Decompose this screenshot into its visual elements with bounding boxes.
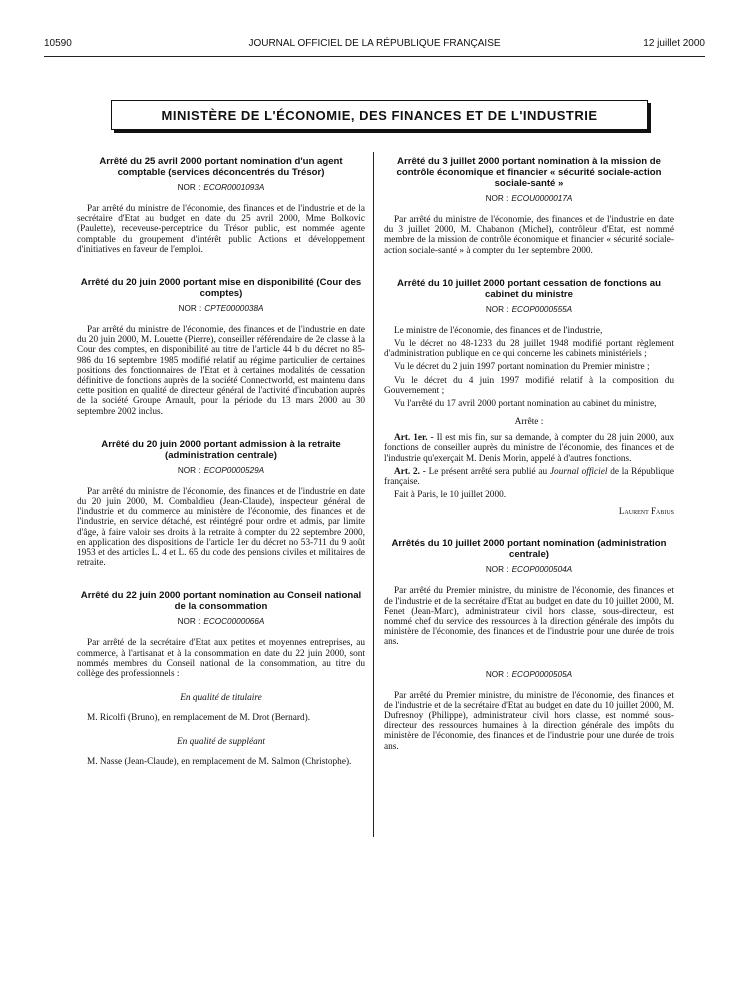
article-number: Art. 2. -: [394, 466, 426, 477]
nor-label: NOR :: [177, 465, 201, 475]
page-header: [44, 38, 705, 52]
signature: Laurent Fabius: [618, 506, 674, 517]
journal-title: JOURNAL OFFICIEL DE LA RÉPUBLIQUE FRANÇAISE: [248, 38, 501, 49]
article-1: [384, 433, 674, 464]
article-text: Il est mis fin, sur sa demande, à compter du 28 juin 2000, aux fonctions de conseiller auprès du ministre de l'économie, des finances et de l'industrie qu'exerçait M. Denis Morin, appelé à d'autres fonctions.: [384, 433, 674, 464]
decree-title: Arrêté du 10 juillet 2000 portant cessation de fonctions au cabinet du ministre: [397, 277, 661, 300]
arrete-word: Arrête :: [514, 417, 544, 428]
subheading: En qualité de suppléant: [176, 737, 266, 748]
nor-code: ECOP0000505A: [511, 669, 573, 679]
decree-paragraph: Par arrêté du ministre de l'économie, des finances et de l'industrie en date du 20 juin 2000, M. Louette (Pierre), conseiller référendaire de 2e classe à la Cour des comptes, en disponibilité au titre de l'article 44 b du décret no 85-986 du 16 septembre 1985 modifié relatif au régime particulier de certaines positions des fonctionnaires de l'Etat et à certaines modalités de cessation définitive de fonctions auprès de la société Connectworld, est maintenu dans cette position en qualité de directeur général de l'activité d'incubation auprès de la société Groupe Arnault, pour la période du 13 mars 2000 au 30 septembre 2002 inclus.: [77, 325, 365, 417]
decree-title: Arrêté du 20 juin 2000 portant mise en disponibilité (Cour des comptes): [80, 277, 362, 300]
done-at: Fait à Paris, le 10 juillet 2000.: [394, 490, 507, 501]
decree-title: Arrêtés du 10 juillet 2000 portant nomination (administration centrale): [391, 538, 667, 561]
header-rule: [44, 56, 705, 57]
decree-section: [77, 590, 365, 767]
article-text: Le présent arrêté sera publié au: [428, 466, 548, 477]
nor-reference: [384, 565, 674, 574]
decree-title: Arrêté du 22 juin 2000 portant nomination au Conseil national de la consommation: [80, 590, 362, 613]
decree-paragraph: Par arrêté du Premier ministre, du ministre de l'économie, des finances et de l'industrie et de la secrétaire d'Etat au budget en date du 10 juillet 2000, M. Fenet (Jean-Marc), administrateur civil hors classe, sous-directeur, est nommé chef du service des ressources à la direction générale des impôts du ministère de l'économie, des finances et de l'industrie pour une durée de trois ans.: [384, 586, 674, 648]
decree-paragraph: M. Nasse (Jean-Claude), en remplacement de M. Salmon (Christophe).: [87, 757, 352, 768]
decree-section: [77, 439, 365, 569]
nor-code: ECOU0000017A: [511, 194, 573, 203]
decree-title: Arrêté du 25 avril 2000 portant nomination d'un agent comptable (services déconcentrés du Trésor): [99, 156, 343, 178]
journal-name: Journal officiel: [549, 466, 608, 477]
decree-paragraph: Par arrêté du ministre de l'économie, des finances et de l'industrie et de la secrétaire d'Etat au budget en date du 25 avril 2000, Mme Bolkovic (Paulette), receveuse-perceptrice du Trésor public, est nommée agente comptable du groupement d'intérêt public Actions et développement d'initiatives en faveur de l'emploi.: [77, 204, 365, 255]
decree-section: [77, 277, 365, 417]
nor-label: NOR :: [485, 194, 509, 203]
nor-reference: [384, 194, 674, 203]
visa-line: Vu le décret du 2 juin 1997 portant nomination du Premier ministre ;: [394, 362, 650, 373]
nor-code: CPTE0000038A: [204, 304, 264, 314]
nor-label: NOR :: [485, 565, 509, 575]
nor-reference: [77, 466, 365, 475]
nor-code: ECOP0000555A: [511, 304, 573, 314]
decree-title: Arrêté du 3 juillet 2000 portant nomination à la mission de contrôle économique et financier « sécurité sociale-action sociale-santé »: [396, 156, 662, 189]
decree-paragraph: Par arrêté du ministre de l'économie, des finances et de l'industrie en date du 3 juillet 2000, M. Chabanon (Michel), contrôleur d'Etat, est nommé membre de la mission de contrôle économique et financier « sécurité sociale-action sociale-santé » à compter du 1er septembre 2000.: [384, 215, 674, 256]
page-number: 10590: [44, 38, 72, 49]
ministry-heading: MINISTÈRE DE L'ÉCONOMIE, DES FINANCES ET DE L'INDUSTRIE: [111, 100, 648, 130]
article-number: Art. 1er. -: [394, 433, 434, 444]
left-column: [77, 156, 365, 790]
nor-label: NOR :: [485, 304, 509, 314]
decree-paragraph: M. Ricolfi (Bruno), en remplacement de M. Drot (Bernard).: [87, 713, 311, 724]
decree-section: [384, 278, 674, 517]
nor-code: ECOP0000529A: [203, 465, 265, 475]
article-2: [384, 467, 674, 487]
nor-reference: [77, 183, 365, 192]
decree-paragraph: Par arrêté du Premier ministre, du ministre de l'économie, des finances et de l'industrie et de la secrétaire d'Etat au budget en date du 10 juillet 2000, M. Dufresnoy (Philippe), administrateur civil hors classe, est nommé sous-directeur des ressources humaines à la direction générale des impôts du ministère de l'économie, des finances et de l'industrie pour une durée de trois ans.: [384, 690, 674, 752]
visa-line: Vu l'arrêté du 17 avril 2000 portant nomination au cabinet du ministre,: [394, 399, 657, 410]
decree-paragraph: Par arrêté de la secrétaire d'Etat aux petites et moyennes entreprises, au commerce, à l'artisanat et à la consommation en date du 22 juin 2000, sont nommés membres du Conseil national de la consommation, au titre du collège des professionnels :: [77, 638, 365, 680]
decree-section: [77, 156, 365, 255]
nor-reference: [77, 304, 365, 313]
right-column: [384, 156, 674, 774]
nor-label: NOR :: [178, 304, 202, 314]
nor-label: NOR :: [177, 617, 201, 627]
decree-section: [384, 538, 674, 751]
nor-code: ECOR0001093A: [203, 183, 265, 192]
decree-title: Arrêté du 20 juin 2000 portant admission à la retraite (administration centrale): [101, 438, 341, 461]
nor-reference: [384, 670, 674, 679]
column-divider: [373, 152, 374, 837]
nor-code: ECOP0000504A: [511, 565, 573, 575]
visa-line: Vu le décret no 48-1233 du 28 juillet 1948 modifié portant règlement d'administration publique en ce qui concerne les cabinets ministériels ;: [384, 339, 674, 360]
nor-label: NOR :: [177, 183, 201, 192]
nor-label: NOR :: [485, 669, 509, 679]
subheading: En qualité de titulaire: [180, 693, 262, 704]
preamble-line: Le ministre de l'économie, des finances et de l'industrie,: [394, 325, 603, 336]
decree-section: [384, 156, 674, 256]
nor-reference: [77, 617, 365, 626]
decree-paragraph: Par arrêté du ministre de l'économie, des finances et de l'industrie en date du 20 juin 2000, M. Combaldieu (Jean-Claude), inspecteur général de l'industrie et du commerce au ministère de l'économie, des finances et de l'industrie, en service détaché, est réintégré pour ordre et admis, par limite d'âge, à faire valoir ses droits à la retraite à compter du 22 septembre 2000, en application des dispositions de l'article 1er du décret no 53-711 du 9 août 1953 et des articles L. 4 et L. 65 du code des pensions civiles et militaires de retraite.: [77, 486, 365, 569]
nor-reference: [384, 305, 674, 314]
issue-date: 12 juillet 2000: [643, 38, 705, 49]
article-text: de la République française.: [384, 466, 675, 488]
visa-line: Vu le décret du 4 juin 1997 modifié relatif à la composition du Gouvernement ;: [384, 375, 674, 396]
nor-code: ECOC0000066A: [203, 617, 265, 627]
